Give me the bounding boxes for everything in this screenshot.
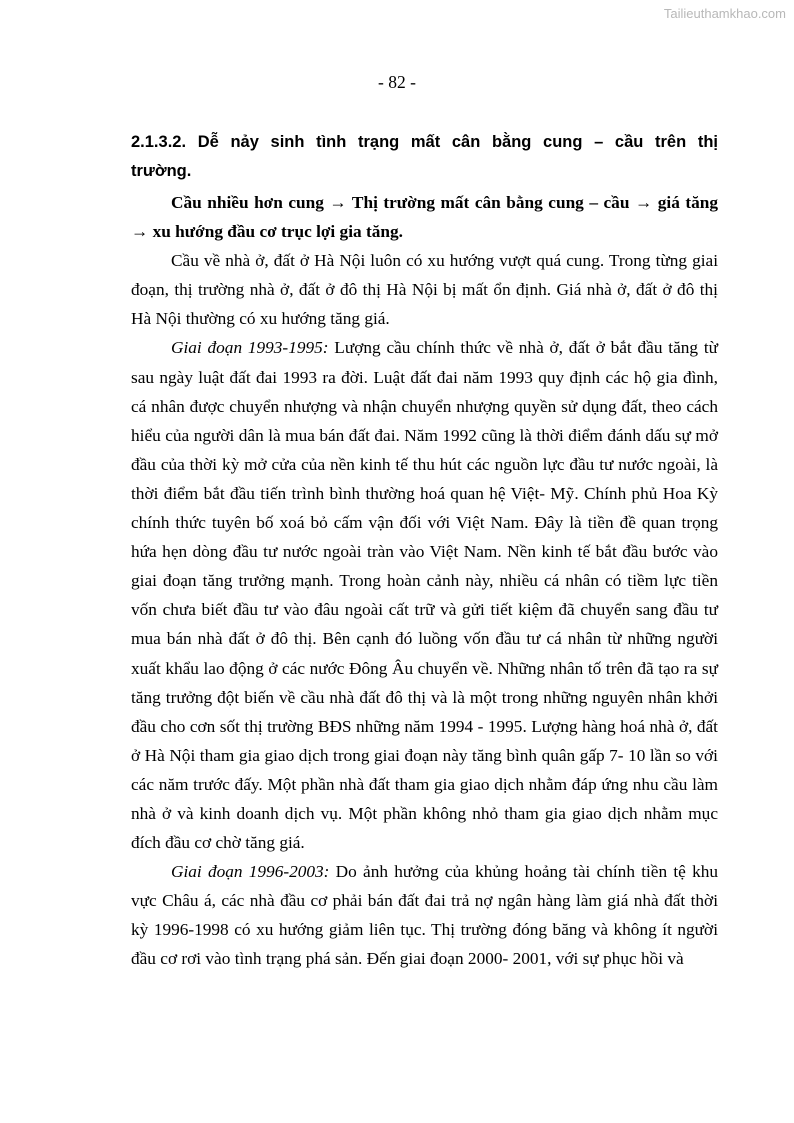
watermark: Tailieuthamkhao.com	[663, 6, 786, 21]
document-body	[131, 128, 718, 974]
period-paragraph-1993-1995	[131, 333, 718, 857]
period-text: Lượng cầu chính thức về nhà ở, đất ở bắt đầu tăng từ sau ngày luật đất đai 1993 ra đời. Luật đất đai năm 1993 quy định các hộ gia đình, cá nhân được chuyển nhượng và nhận chuyển nhượng quyền sử dụng đất, theo cách hiểu của người dân là mua bán đất đai. Năm 1992 cũng là thời điểm đánh dấu sự mở đầu của thời kỳ mở cửa của nền kinh tế thu hút các nguồn lực đầu tư nước ngoài, là thời điểm bắt đầu tiến trình bình thường hoá quan hệ Việt- Mỹ. Chính phủ Hoa Kỳ chính thức tuyên bố xoá bỏ cấm vận đối với Việt Nam. Đây là tiền đề quan trọng hứa hẹn dòng đầu tư nước ngoài tràn vào Việt Nam. Nền kinh tế bắt đầu bước vào giai đoạn tăng trưởng mạnh. Trong hoàn cảnh này, nhiều cá nhân có tiềm lực tiền vốn chưa biết đầu tư vào đâu ngoài cất trữ và gửi tiết kiệm đã chuyển sang đầu tư mua bán nhà đất ở đô thị. Bên cạnh đó luồng vốn đầu tư cá nhân từ những người xuất khẩu lao động ở các nước Đông Âu chuyển về. Những nhân tố trên đã tạo ra sự tăng trưởng đột biến về cầu nhà đất đô thị và là một trong những nguyên nhân khởi đầu cho cơn sốt thị trường BĐS những năm 1994 - 1995. Lượng hàng hoá nhà ở, đất ở Hà Nội tham gia giao dịch trong giai đoạn này tăng bình quân gấp 7- 10 lần so với các năm trước đấy. Một phần nhà đất tham gia giao dịch nhằm đáp ứng nhu cầu làm nhà ở và kinh doanh dịch vụ. Một phần không nhỏ tham gia giao dịch nhằm mục đích đầu cơ chờ tăng giá.	[131, 338, 718, 853]
period-label: Giai đoạn 1993-1995:	[171, 338, 329, 358]
period-text: Do ảnh hưởng của khủng hoảng tài chính tiền tệ khu vực Châu á, các nhà đầu cơ phải bán đất đai trả nợ ngân hàng làm giá nhà đất thời kỳ 1996-1998 có xu hướng giảm liên tục. Thị trường đóng băng và không ít người đầu cơ rơi vào tình trạng phá sản. Đến giai đoạn 2000- 2001, với sự phục hồi và	[131, 862, 719, 969]
period-paragraph-1996-2003	[131, 857, 718, 973]
summary-paragraph: Cầu nhiều hơn cung → Thị trường mất cân bằng cung – cầu → giá tăng → xu hướng đầu cơ trục lợi gia tăng.	[131, 193, 718, 242]
section-heading: 2.1.3.2. Dễ nảy sinh tình trạng mất cân bằng cung – cầu trên thị trường.	[131, 133, 718, 180]
body-paragraph: Cầu về nhà ở, đất ở Hà Nội luôn có xu hướng vượt quá cung. Trong từng giai đoạn, thị trường nhà ở, đất ở đô thị Hà Nội bị mất ổn định. Giá nhà ở, đất ở đô thị Hà Nội thường có xu hướng tăng giá.	[131, 251, 718, 329]
page-number: - 82 -	[378, 72, 416, 92]
period-label: Giai đoạn 1996-2003:	[171, 862, 330, 882]
